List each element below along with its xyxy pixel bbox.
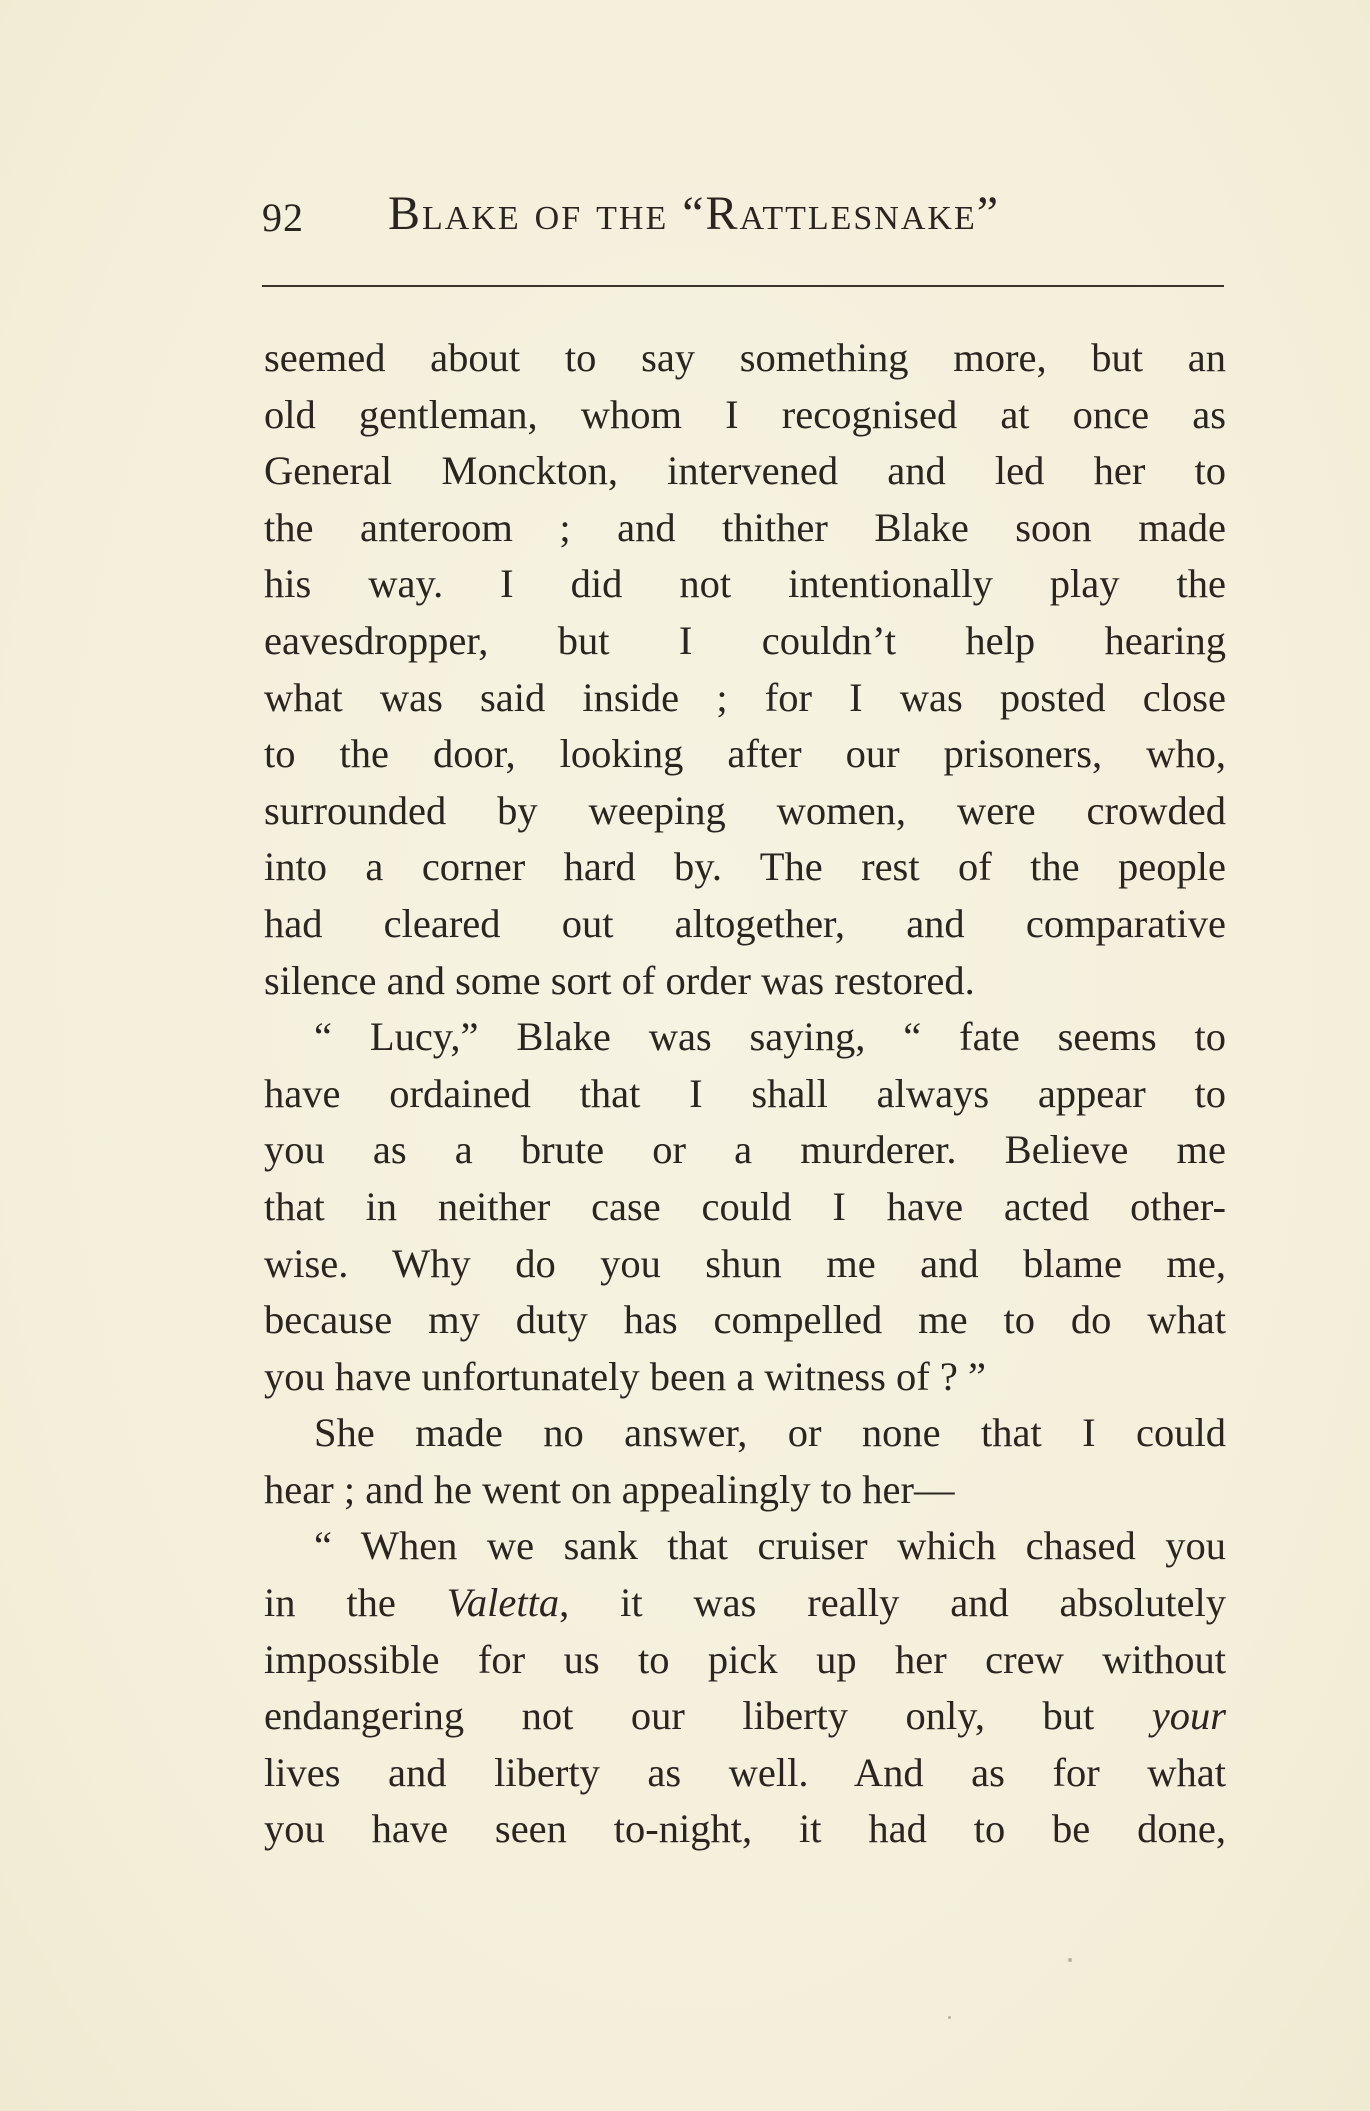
text-line: that in neither case could I have acted other-: [264, 1183, 1226, 1229]
text-line: seemed about to say something more, but an: [264, 335, 1226, 380]
text-line: General Monckton, intervened and led her to: [264, 448, 1226, 494]
text-line: She made no answer, or none that I could: [314, 1410, 1226, 1456]
text-line: old gentleman, whom I recognised at once as: [264, 391, 1226, 437]
paper-speck: [948, 2016, 951, 2019]
text-line: lives and liberty as well. And as for what: [264, 1749, 1226, 1795]
text-line: into a corner hard by. The rest of the people: [264, 844, 1226, 890]
text-line: surrounded by weeping women, were crowded: [264, 787, 1226, 833]
text-line: had cleared out altogether, and comparative: [264, 900, 1226, 946]
italic-word: your: [1151, 1693, 1226, 1739]
text-line: endangering not our liberty only, but your: [264, 1693, 1226, 1739]
text-line: his way. I did not intentionally play the: [264, 561, 1226, 607]
text-line: wise. Why do you shun me and blame me,: [264, 1240, 1226, 1286]
text-line: have ordained that I shall always appear to: [264, 1070, 1226, 1116]
text-line: to the door, looking after our prisoners, who,: [264, 731, 1226, 777]
running-title: Blake of the “Rattlesnake”: [388, 187, 1001, 240]
body-text: [264, 330, 1226, 1858]
text-line: eavesdropper, but I couldn’t help hearing: [264, 617, 1226, 663]
text-line: you have seen to-night, it had to be done,: [264, 1806, 1226, 1852]
page-header: [262, 186, 1222, 246]
text-line: “ When we sank that cruiser which chased you: [314, 1523, 1226, 1569]
text-line: in the Valetta, it was really and absolutely: [264, 1580, 1226, 1626]
text-line: “ Lucy,” Blake was saying, “ fate seems to: [314, 1014, 1226, 1060]
text-line: impossible for us to pick up her crew without: [264, 1636, 1226, 1682]
paper-speck: [1068, 1958, 1072, 1962]
italic-word: Valetta: [446, 1580, 560, 1626]
text-line: hear ; and he went on appealingly to her—: [264, 1466, 955, 1512]
text-line: what was said inside ; for I was posted close: [264, 674, 1226, 720]
text-line: silence and some sort of order was restored.: [264, 957, 975, 1003]
text-line: you as a brute or a murderer. Believe me: [264, 1127, 1226, 1173]
header-rule: [262, 285, 1224, 287]
text-line: you have unfortunately been a witness of ? ”: [264, 1353, 986, 1399]
text-line: because my duty has compelled me to do what: [264, 1297, 1226, 1343]
text-line: the anteroom ; and thither Blake soon made: [264, 504, 1226, 550]
page-number: 92: [262, 195, 304, 240]
